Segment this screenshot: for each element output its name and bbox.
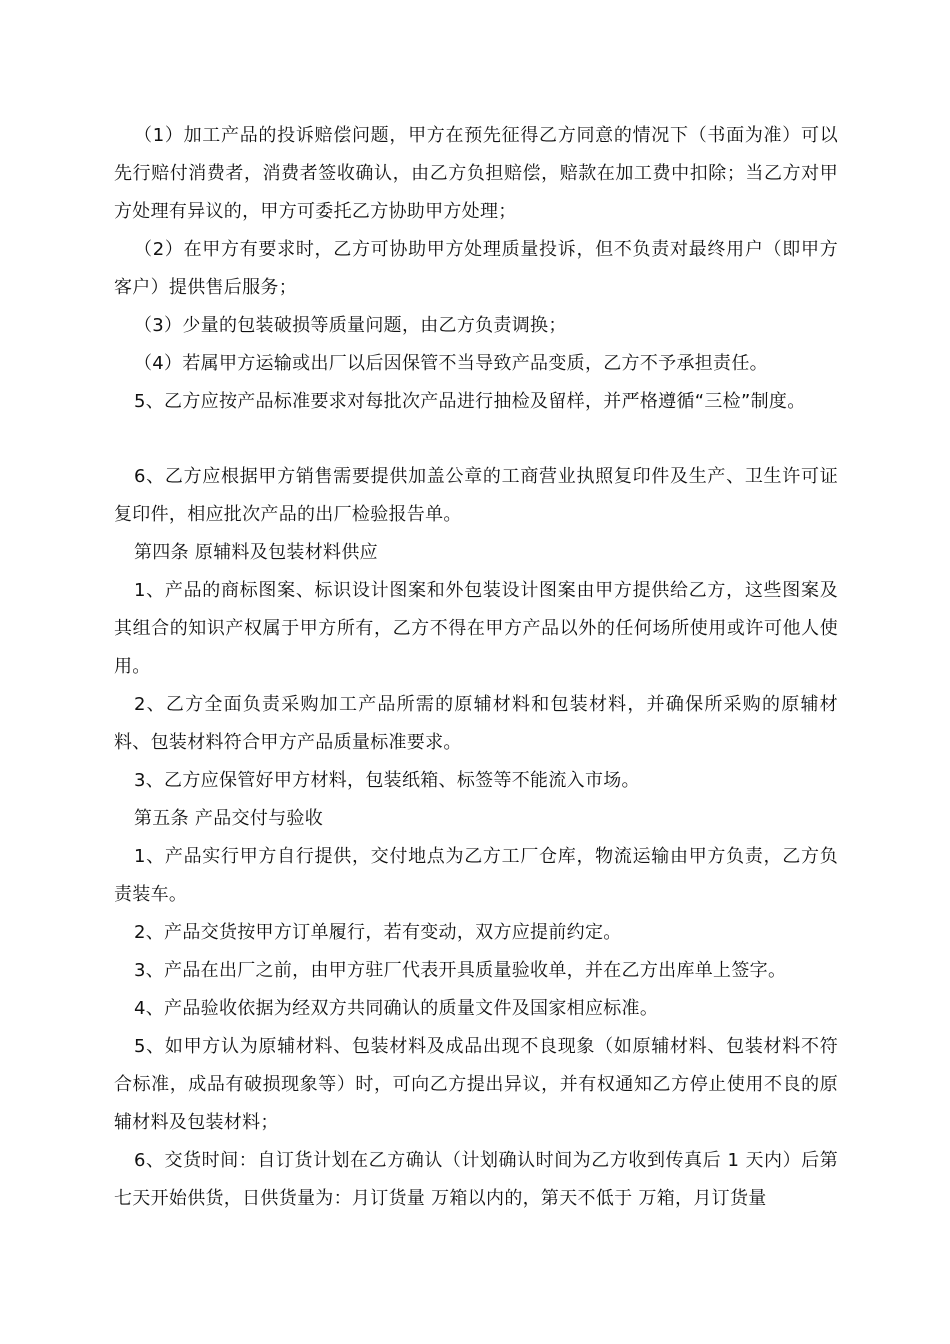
paragraph-delivery-location: 1、产品实行甲方自行提供，交付地点为乙方工厂仓库，物流运输由甲方负责，乙方负责装车。 — [114, 846, 838, 905]
paragraph-order-fulfillment: 2、产品交货按甲方订单履行，若有变动，双方应提前约定。 — [134, 922, 622, 943]
paragraph-acceptance-basis: 4、产品验收依据为经双方共同确认的质量文件及国家相应标准。 — [134, 998, 659, 1019]
paragraph-material-procurement: 2、乙方全面负责采购加工产品所需的原辅材料和包装材料，并确保所采购的原辅材料、包装材料符合甲方产品质量标准要求。 — [114, 694, 838, 753]
paragraph-acceptance-form: 3、产品在出厂之前，由甲方驻厂代表开具质量验收单，并在乙方出库单上签字。 — [134, 960, 787, 981]
paragraph-trademark-ip: 1、产品的商标图案、标识设计图案和外包装设计图案由甲方提供给乙方，这些图案及其组合的知识产权属于甲方所有，乙方不得在甲方产品以外的任何场所使用或许可他人使用。 — [114, 580, 838, 677]
document-body — [114, 117, 838, 1218]
paragraph-defect-objection: 5、如甲方认为原辅材料、包装材料及成品出现不良现象（如原辅材料、包装材料不符合标准，成品有破损现象等）时，可向乙方提出异议，并有权通知乙方停止使用不良的原辅材料及包装材料； — [114, 1036, 838, 1133]
paragraph-sampling-inspection: 5、乙方应按产品标准要求对每批次产品进行抽检及留样，并严格遵循“三检”制度。 — [134, 391, 806, 412]
paragraph-spacer — [114, 421, 838, 458]
section-heading-article-5: 第五条 产品交付与验收 — [134, 808, 324, 829]
paragraph-packaging-damage: （3）少量的包装破损等质量问题，由乙方负责调换； — [134, 315, 567, 336]
paragraph-quality-complaint: （2）在甲方有要求时，乙方可协助甲方处理质量投诉，但不负责对最终用户（即甲方客户）提供售后服务； — [114, 239, 838, 298]
paragraph-delivery-time: 6、交货时间：自订货计划在乙方确认（计划确认时间为乙方收到传真后 1 天内）后第七天开始供货，日供货量为：月订货量 万箱以内的，第天不低于 万箱，月订货量 — [114, 1150, 838, 1209]
paragraph-transport-liability: （4）若属甲方运输或出厂以后因保管不当导致产品变质，乙方不予承担责任。 — [134, 353, 768, 374]
paragraph-material-custody: 3、乙方应保管好甲方材料，包装纸箱、标签等不能流入市场。 — [134, 770, 640, 791]
section-heading-article-4: 第四条 原辅料及包装材料供应 — [134, 542, 378, 563]
paragraph-license-copies: 6、乙方应根据甲方销售需要提供加盖公章的工商营业执照复印件及生产、卫生许可证复印件，相应批次产品的出厂检验报告单。 — [114, 466, 838, 525]
paragraph-complaint-compensation: （1）加工产品的投诉赔偿问题，甲方在预先征得乙方同意的情况下（书面为准）可以先行赔付消费者，消费者签收确认，由乙方负担赔偿，赔款在加工费中扣除；当乙方对甲方处理有异议的，甲方可委托乙方协助甲方处理； — [114, 125, 838, 222]
